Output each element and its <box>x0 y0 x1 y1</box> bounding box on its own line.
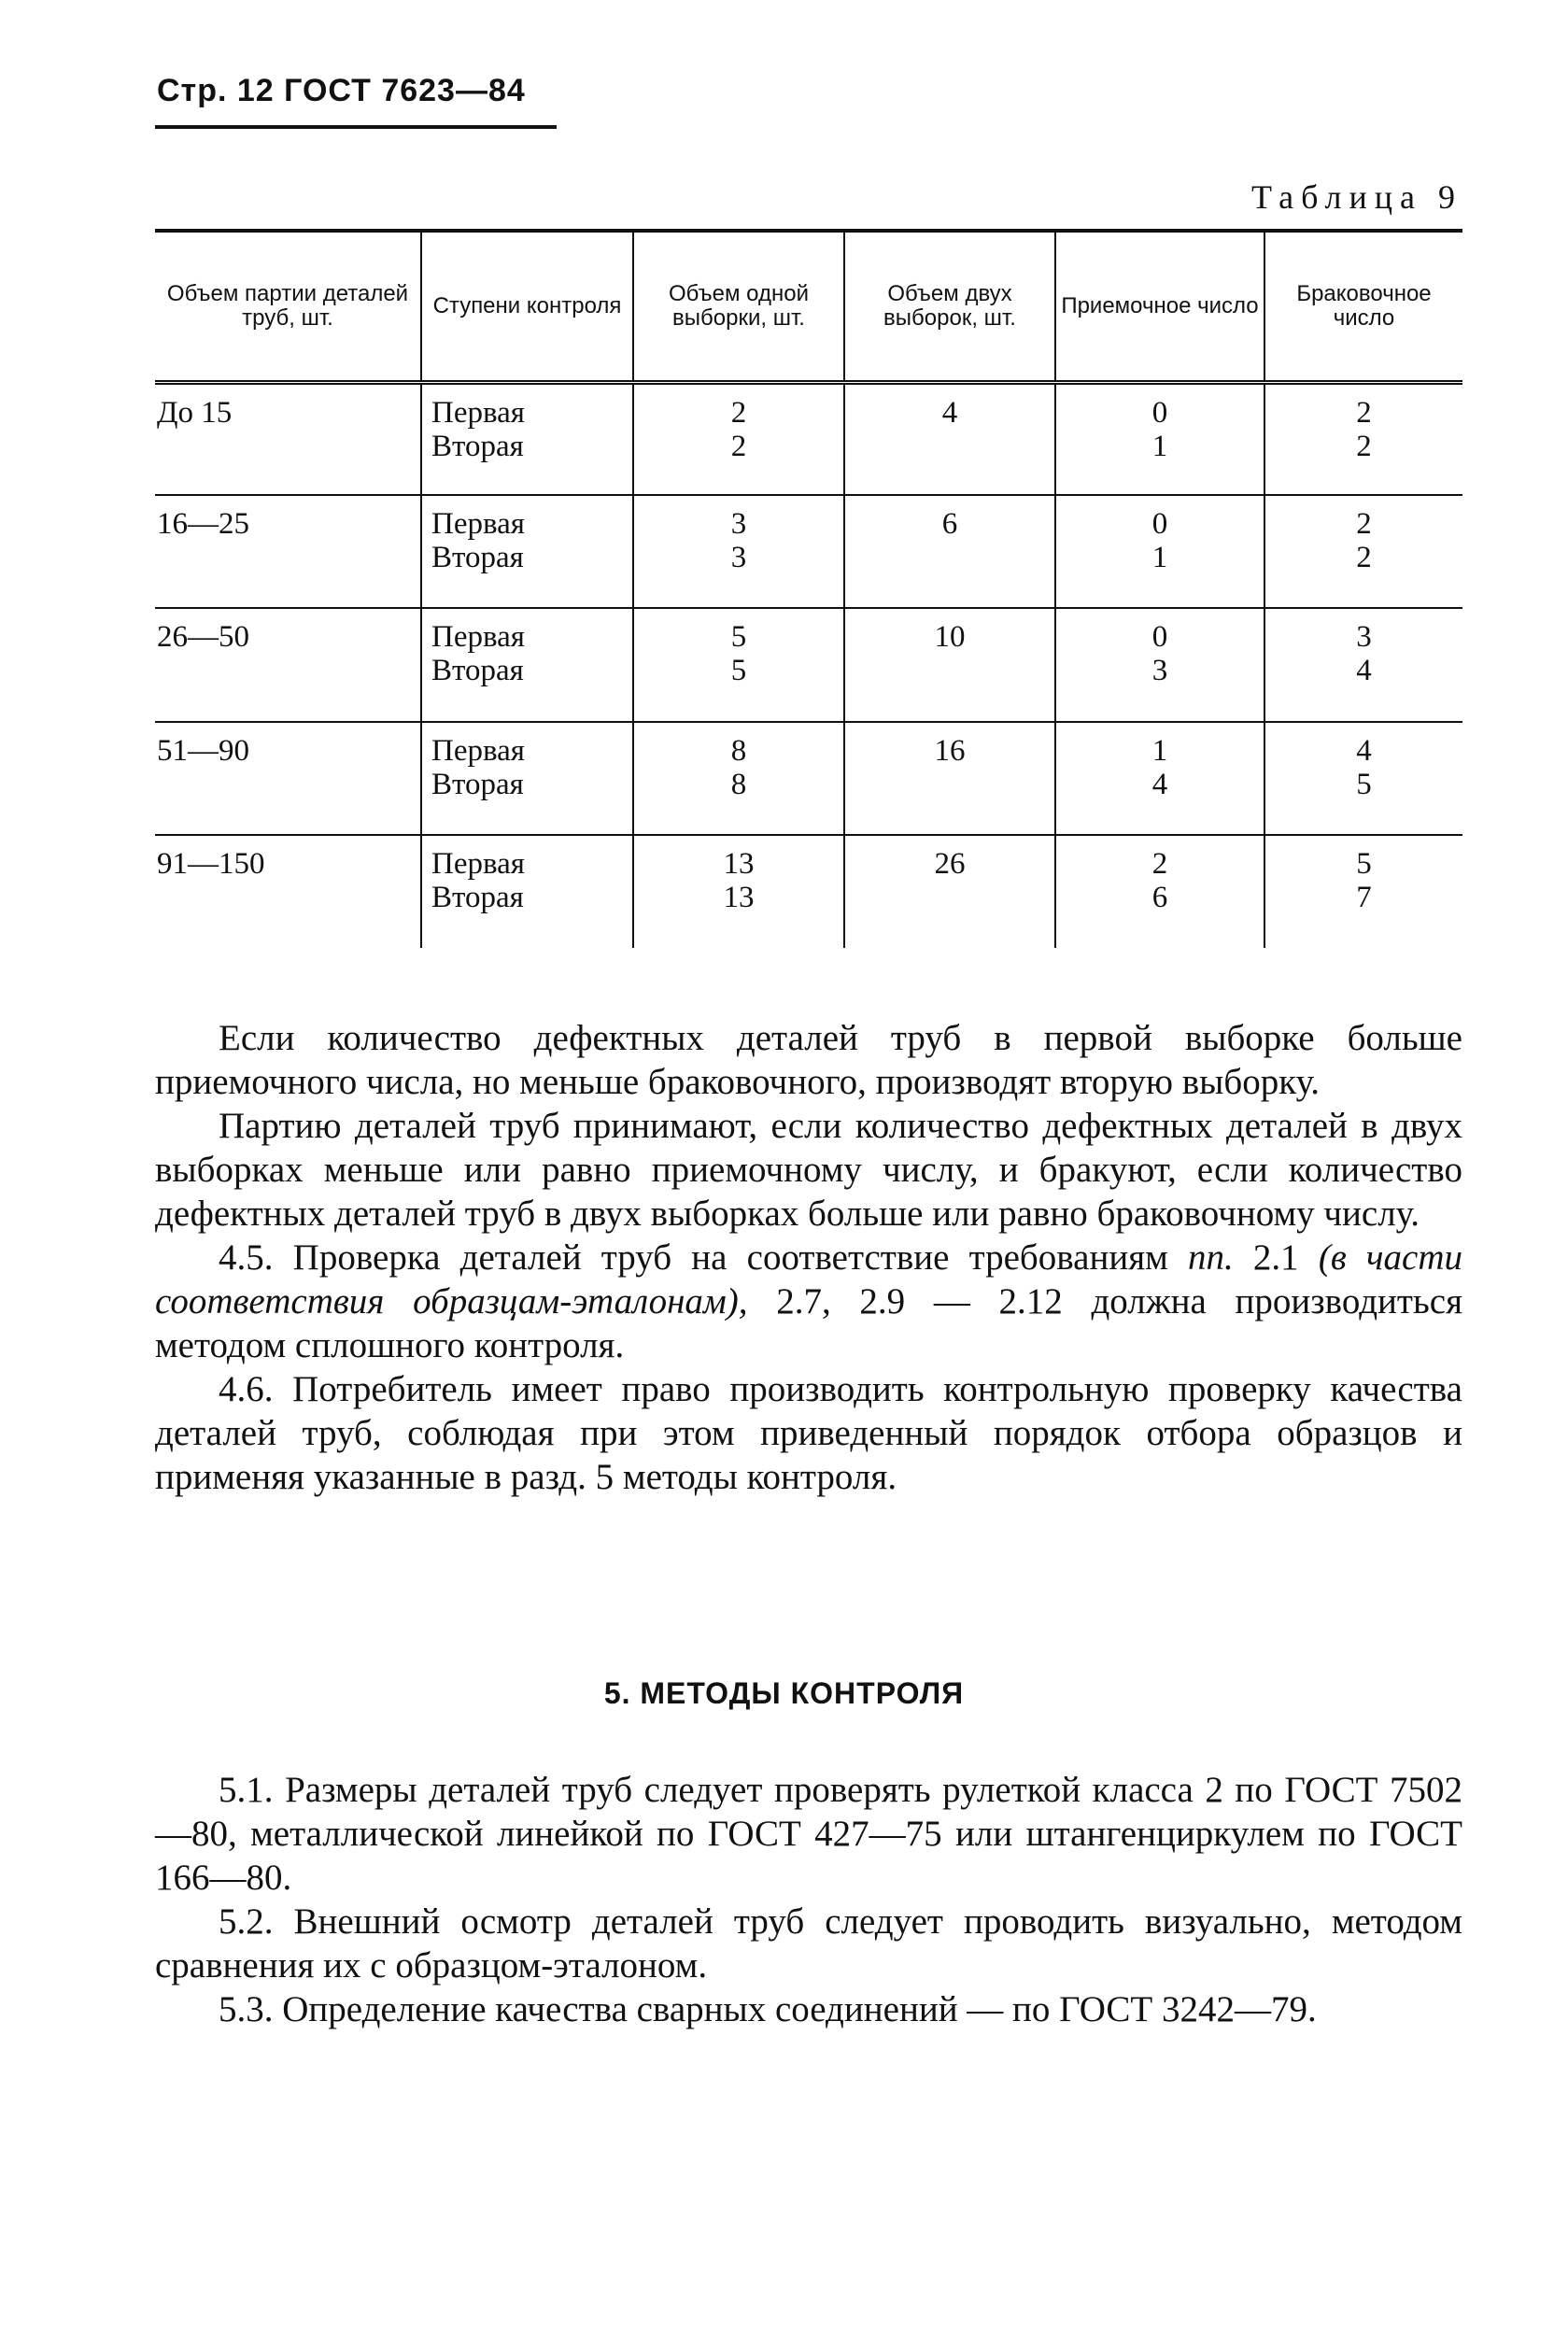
sampling-table <box>155 229 1462 948</box>
cell-acceptance-value: 1 <box>1151 733 1168 768</box>
cell-rejection <box>1264 495 1462 608</box>
header-rejection-number: Браковочное число <box>1264 231 1462 382</box>
cell-control-stage <box>421 608 633 721</box>
cell-one-sample <box>633 608 844 721</box>
cell-acceptance-value: 3 <box>1151 654 1168 688</box>
table-row <box>155 722 1462 835</box>
cell-lot-size <box>155 382 421 495</box>
table-row <box>155 382 1462 495</box>
cell-one-sample-value: 2 <box>730 429 747 463</box>
cell-two-samples-value: 4 <box>941 395 958 430</box>
header-rule <box>155 125 557 129</box>
cell-two-samples-value: 16 <box>934 733 966 768</box>
cell-control-stage-value: Вторая <box>431 654 524 688</box>
cell-lot-size <box>155 722 421 835</box>
cell-one-sample-value: 3 <box>730 541 747 575</box>
cell-control-stage <box>421 382 633 495</box>
cell-one-sample-value: 2 <box>730 395 747 430</box>
cell-two-samples <box>844 722 1055 835</box>
cell-control-stage-value: Вторая <box>431 429 524 463</box>
paragraph-4-6: 4.6. Потребитель имеет право производить контрольную проверку качества деталей труб, соблюдая при этом приведенный порядок отбора образцов и применяя указанные в разд. 5 методы контроля. <box>155 1369 1462 1497</box>
cell-control-stage-value: Первая <box>431 507 525 542</box>
cell-control-stage-value: Первая <box>431 620 525 655</box>
cell-acceptance-value: 0 <box>1151 507 1168 542</box>
table-title: Таблица 9 <box>1251 178 1462 216</box>
cell-rejection-value: 2 <box>1356 429 1372 463</box>
cell-control-stage-value: Первая <box>431 846 525 881</box>
body-text-block-2 <box>155 1768 1462 2031</box>
cell-one-sample-value: 13 <box>723 880 755 914</box>
cell-lot-size <box>155 608 421 721</box>
cell-two-samples-value: 26 <box>934 846 966 881</box>
cell-lot-size-value: 51—90 <box>157 733 249 768</box>
cell-control-stage-value: Вторая <box>431 767 524 801</box>
cell-rejection-value: 2 <box>1356 541 1372 575</box>
text-span: 2.1 <box>1233 1237 1319 1278</box>
cell-two-samples-value: 6 <box>941 507 958 542</box>
cell-one-sample <box>633 722 844 835</box>
cell-acceptance <box>1055 722 1264 835</box>
cell-rejection-value: 5 <box>1356 846 1372 881</box>
paragraph: Если количество дефектных деталей труб в первой выборке больше приемочного числа, но меньше браковочного, производят вторую выборку. <box>155 1018 1462 1102</box>
cell-two-samples <box>844 495 1055 608</box>
page-header: Стр. 12 ГОСТ 7623—84 <box>157 73 526 108</box>
text-span: 2.7, 2.9 — 2.12 должна производиться методом сплошного контроля. <box>155 1281 1463 1365</box>
cell-control-stage-value: Первая <box>431 733 525 768</box>
cell-rejection-value: 2 <box>1356 395 1372 430</box>
cell-one-sample-value: 5 <box>730 654 747 688</box>
cell-lot-size-value: 91—150 <box>157 846 265 881</box>
cell-acceptance-value: 1 <box>1151 429 1168 463</box>
cell-acceptance-value: 6 <box>1151 880 1168 914</box>
cell-control-stage <box>421 722 633 835</box>
table-header-row <box>155 231 1462 382</box>
header-one-sample-size: Объем одной выборки, шт. <box>633 231 844 382</box>
cell-one-sample-value: 5 <box>730 620 747 655</box>
cell-two-samples <box>844 608 1055 721</box>
cell-rejection <box>1264 382 1462 495</box>
cell-control-stage-value: Вторая <box>431 880 524 914</box>
cell-acceptance-value: 1 <box>1151 541 1168 575</box>
paragraph-5-2: 5.2. Внешний осмотр деталей труб следует проводить визуально, методом сравнения их с образцом-эталоном. <box>155 1901 1462 1986</box>
cell-one-sample <box>633 835 844 948</box>
paragraph: Партию деталей труб принимают, если количество дефектных деталей в двух выборках меньше или равно приемочному числу, и бракуют, если количество дефектных деталей труб в двух выборках больше или равно браковочному числу. <box>155 1106 1462 1234</box>
cell-one-sample-value: 8 <box>730 767 747 801</box>
body-text-block-1 <box>155 1016 1462 1499</box>
cell-control-stage <box>421 835 633 948</box>
text-span: 4.5. Проверка деталей труб на соответствие требованиям <box>219 1237 1189 1278</box>
table-row <box>155 495 1462 608</box>
table-row <box>155 608 1462 721</box>
cell-lot-size <box>155 835 421 948</box>
cell-lot-size-value: До 15 <box>157 395 233 430</box>
cell-rejection-value: 2 <box>1356 507 1372 542</box>
cell-rejection-value: 3 <box>1356 620 1372 655</box>
cell-acceptance-value: 4 <box>1151 767 1168 801</box>
cell-acceptance-value: 0 <box>1151 395 1168 430</box>
cell-acceptance-value: 0 <box>1151 620 1168 655</box>
header-two-samples-size: Объем двух выборок, шт. <box>844 231 1055 382</box>
cell-lot-size <box>155 495 421 608</box>
cell-rejection-value: 4 <box>1356 733 1372 768</box>
paragraph-5-1: 5.1. Размеры деталей труб следует проверять рулеткой класса 2 по ГОСТ 7502—80, металлической линейкой по ГОСТ 427—75 или штангенциркулем по ГОСТ 166—80. <box>155 1770 1462 1898</box>
cell-acceptance <box>1055 835 1264 948</box>
cell-control-stage <box>421 495 633 608</box>
cell-acceptance <box>1055 608 1264 721</box>
cell-one-sample-value: 8 <box>730 733 747 768</box>
section-title: 5. МЕТОДЫ КОНТРОЛЯ <box>603 1676 965 1710</box>
cell-one-sample <box>633 382 844 495</box>
cell-one-sample-value: 3 <box>730 507 747 542</box>
cell-rejection-value: 4 <box>1356 654 1372 688</box>
cell-lot-size-value: 16—25 <box>157 507 249 542</box>
cell-one-sample-value: 13 <box>723 846 755 881</box>
cell-two-samples <box>844 382 1055 495</box>
cell-rejection <box>1264 608 1462 721</box>
cell-lot-size-value: 26—50 <box>157 620 249 655</box>
cell-acceptance <box>1055 495 1264 608</box>
table-row <box>155 835 1462 948</box>
cell-acceptance <box>1055 382 1264 495</box>
cell-rejection <box>1264 835 1462 948</box>
text-span: (в части соответствия образцам-эталонам), <box>155 1237 1463 1321</box>
header-lot-size: Объем партии деталей труб, шт. <box>155 231 421 382</box>
paragraph-4-5 <box>155 1236 1462 1367</box>
cell-two-samples <box>844 835 1055 948</box>
paragraph-5-3: 5.3. Определение качества сварных соединений — по ГОСТ 3242—79. <box>219 1989 1317 2029</box>
cell-rejection-value: 7 <box>1356 880 1372 914</box>
cell-control-stage-value: Вторая <box>431 541 524 575</box>
cell-rejection-value: 5 <box>1356 767 1372 801</box>
header-acceptance-number: Приемочное число <box>1055 231 1264 382</box>
cell-control-stage-value: Первая <box>431 395 525 430</box>
cell-acceptance-value: 2 <box>1151 846 1168 881</box>
header-control-stage: Ступени контроля <box>421 231 633 382</box>
text-span: пп. <box>1188 1237 1234 1278</box>
cell-rejection <box>1264 722 1462 835</box>
cell-one-sample <box>633 495 844 608</box>
cell-two-samples-value: 10 <box>934 620 966 655</box>
